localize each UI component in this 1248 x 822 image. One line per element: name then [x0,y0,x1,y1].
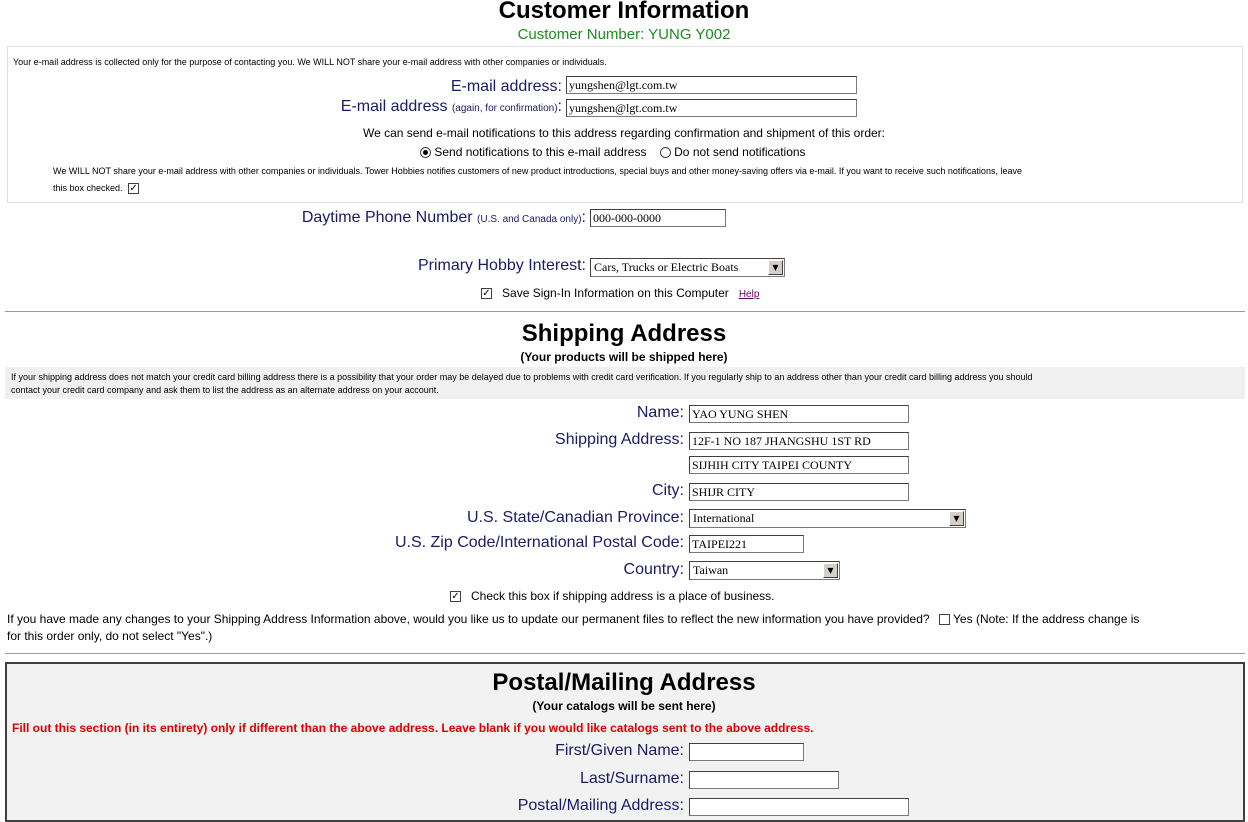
notify-send-label: Send notifications to this e-mail address [434,145,647,159]
page-title: Customer Information [498,0,750,24]
postal-subtitle: (Your catalogs will be sent here) [532,699,716,713]
chevron-down-icon[interactable]: ▼ [949,511,964,526]
email-confirm-label: E-mail address (again, for confirmation): [340,98,562,115]
first-name-label: First/Given Name: [555,742,684,759]
email-confirm-input[interactable]: yungshen@lgt.com.tw [566,99,857,117]
promo-text-line2: this box checked. ✓ [53,183,138,195]
promo-text-line1: We WILL NOT share your e-mail address with other companies or individuals. Tower Hobbies notifies customers of new product introductions, special buys and other money-saving offers via e-mail. If you want to receive such notifications, leave [53,166,1022,176]
save-signin-checkbox[interactable]: ✓ [482,288,491,300]
state-select[interactable]: International ▼ [689,509,966,528]
notify-none-radio[interactable] [660,147,671,158]
notify-options [420,145,806,159]
business-label: Check this box if shipping address is a place of business. [471,589,775,603]
phone-label: Daytime Phone Number (U.S. and Canada only): [301,209,586,226]
business-row [450,589,775,603]
customer-number: Customer Number: YUNG Y002 [517,26,731,43]
hobby-select[interactable]: Cars, Trucks or Electric Boats ▼ [590,258,785,277]
update-yes-checkbox[interactable] [939,614,950,625]
business-checkbox[interactable]: ✓ [451,591,460,603]
shipping-subtitle: (Your products will be shipped here) [520,350,728,364]
zip-input[interactable]: TAIPEI221 [689,535,804,553]
chevron-down-icon[interactable]: ▼ [768,260,783,275]
postal-title: Postal/Mailing Address [492,669,756,696]
shipping-note: If your shipping address does not match your credit card billing address there is a possibility that your order may be delayed due to problems with credit card verification. If you regularly ship to an address other than your credit card billing address you should contact your credit card company and ask them to list the address as an alternate address on your account. [5,367,1245,399]
last-name-input[interactable] [689,771,839,789]
postal-address-input[interactable] [689,798,909,816]
zip-label: U.S. Zip Code/International Postal Code: [394,534,684,551]
save-signin-row [481,286,759,300]
email-label: E-mail address: [450,78,562,95]
divider [5,311,1245,313]
country-select[interactable]: Taiwan ▼ [689,561,840,580]
postal-warning: Fill out this section (in its entirety) only if different than the above address. Leave blank if you would like catalogs sent to the above address. [12,721,814,735]
update-line1: If you have made any changes to your Shipping Address Information above, would you like us to update our permanent files to reflect the new information you have provided? Yes (Note: If the address change is [7,612,1140,626]
help-link[interactable]: Help [738,289,760,300]
postal-address-label: Postal/Mailing Address: [517,797,684,814]
promo-checkbox[interactable]: ✓ [129,183,138,195]
shipping-address-line1-input[interactable]: 12F-1 NO 187 JHANGSHU 1ST RD [689,432,909,450]
update-yes-label: Yes (Note: If the address change is [953,612,1140,626]
name-input[interactable]: YAO YUNG SHEN [689,405,909,423]
name-label: Name: [636,404,684,421]
city-input[interactable]: SHIJR CITY [689,483,909,501]
email-section [7,46,1243,203]
shipping-address-line2-input[interactable]: SIJHIH CITY TAIPEI COUNTY [689,456,909,474]
save-signin-label: Save Sign-In Information on this Computer [502,286,729,300]
notify-send-radio[interactable] [420,147,431,158]
email-confirm-hint: (again, for confirmation) [451,103,558,114]
privacy-note: Your e-mail address is collected only for the purpose of contacting you. We WILL NOT share your e-mail address with other companies or individuals. [13,57,607,67]
hobby-label: Primary Hobby Interest: [417,257,586,274]
chevron-down-icon[interactable]: ▼ [823,563,838,578]
update-line2: for this order only, do not select "Yes".) [7,629,213,643]
divider [5,653,1245,655]
shipping-title: Shipping Address [521,320,727,347]
last-name-label: Last/Surname: [579,770,684,787]
country-label: Country: [623,561,684,578]
shipping-address-label: Shipping Address: [555,431,684,448]
first-name-input[interactable] [689,743,804,761]
city-label: City: [652,482,684,499]
state-label: U.S. State/Canadian Province: [466,509,684,526]
email-input[interactable]: yungshen@lgt.com.tw [566,76,857,94]
phone-input[interactable]: 000-000-0000 [590,209,726,227]
notify-text: We can send e-mail notifications to this address regarding confirmation and shipment of this order: [362,126,886,140]
phone-hint: (U.S. and Canada only) [477,214,582,225]
notify-none-label: Do not send notifications [674,145,806,159]
